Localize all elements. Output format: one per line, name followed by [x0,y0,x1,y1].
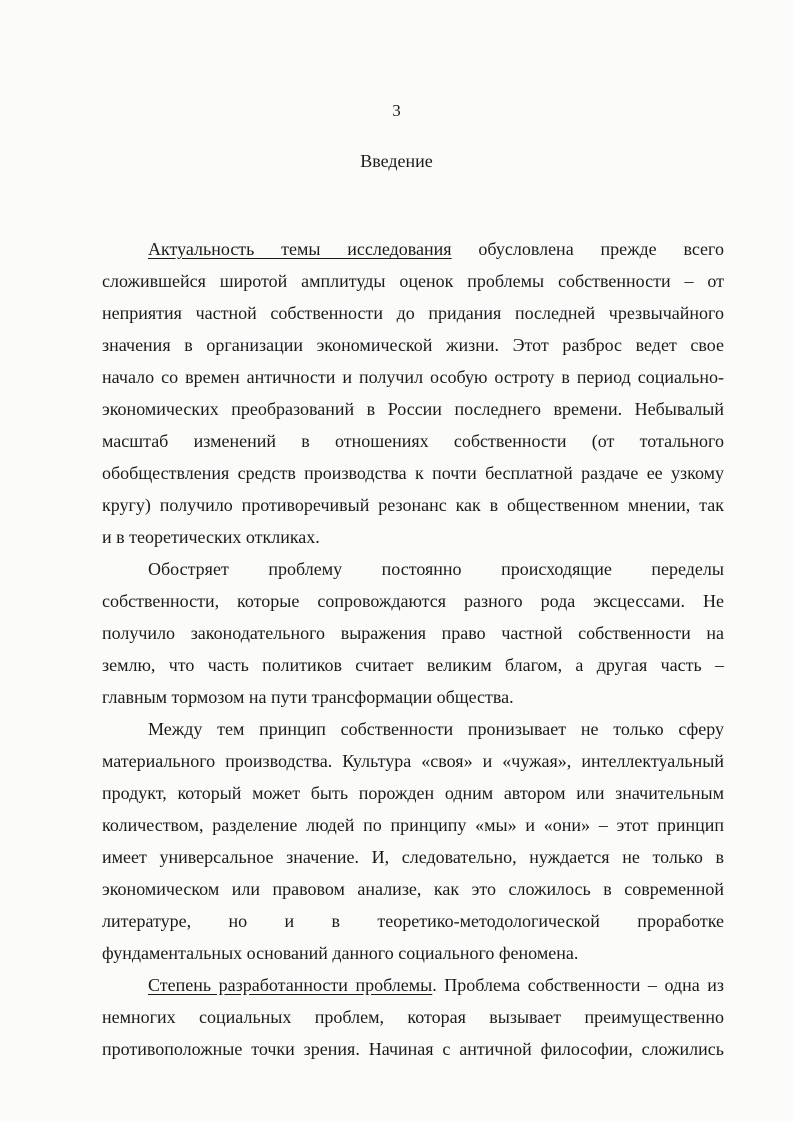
paragraph-degree-of-study [102,969,724,1065]
paragraph-aggravation [102,553,724,713]
text-line: фундаментальных оснований данного социального феномена. [102,943,579,963]
text-line: сложившейся широтой амплитуды оценок проблемы собственности – от [102,271,724,291]
text-line: количеством, разделение людей по принципу «мы» и «они» – этот принцип [102,815,724,835]
underlined-lead: Степень разработанности проблемы [148,975,433,995]
page-number: 3 [392,101,401,120]
text-line: Актуальность темы исследования обусловлена прежде всего [148,239,724,259]
text-line: главным тормозом на пути трансформации общества. [102,687,514,707]
text-line: литературе, но и в теоретико-методологической проработке [102,911,724,931]
text-line: землю, что часть политиков считает великим благом, а другая часть – [102,655,724,675]
text-line: продукт, который может быть порожден одним автором или значительным [102,783,724,803]
text-line: неприятия частной собственности до придания последней чрезвычайного [102,303,724,323]
text-line: собственности, которые сопровождаются разного рода эксцессами. Не [102,591,724,611]
text-line: кругу) получило противоречивый резонанс как в общественном мнении, так [102,495,724,515]
paragraph-relevance [102,233,724,553]
text-line: Степень разработанности проблемы. Проблема собственности – одна из [148,975,724,995]
text-line: экономическом или правовом анализе, как это сложилось в современной [102,879,724,899]
text-line: Между тем принцип собственности пронизывает не только сферу [148,719,724,739]
text-line: противоположные точки зрения. Начиная с античной философии, сложились [102,1039,724,1059]
text-line: масштаб изменений в отношениях собственности (от тотального [102,431,724,451]
paragraph-principle [102,713,724,969]
text-line: материального производства. Культура «своя» и «чужая», интеллектуальный [102,751,724,771]
text-line: Обостряет проблему постоянно происходящие переделы [148,559,724,579]
text-line: имеет универсальное значение. И, следовательно, нуждается не только в [102,847,724,867]
section-heading: Введение [360,151,433,171]
text-line: обобществления средств производства к почти бесплатной раздаче ее узкому [102,463,724,483]
text-line: получило законодательного выражения право частной собственности на [102,623,724,643]
text-line: начало со времен античности и получил особую остроту в период социально- [102,367,724,387]
text-line: экономических преобразований в России последнего времени. Небывалый [102,399,724,419]
body-text [102,233,724,1065]
text-line: значения в организации экономической жизни. Этот разброс ведет свое [102,335,724,355]
underlined-lead: Актуальность темы исследования [148,239,452,259]
text-line: и в теоретических откликах. [102,527,320,547]
text-line: немногих социальных проблем, которая вызывает преимущественно [102,1007,724,1027]
